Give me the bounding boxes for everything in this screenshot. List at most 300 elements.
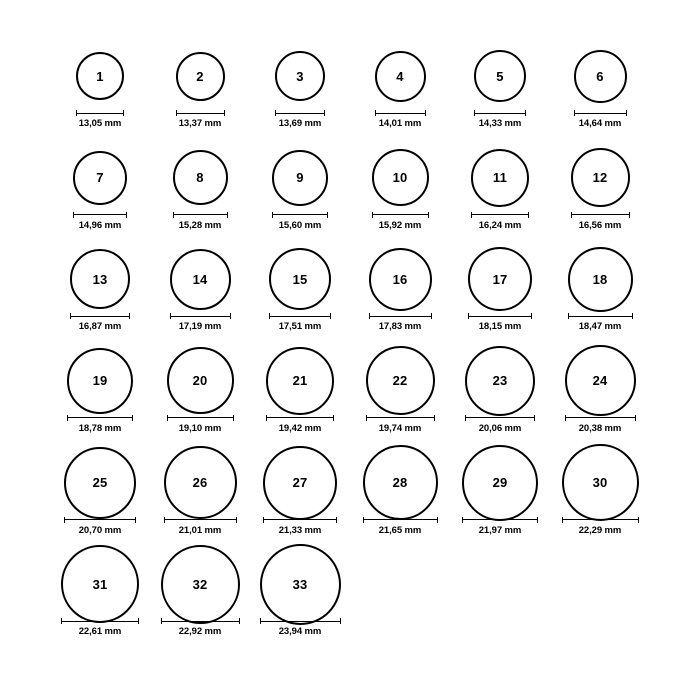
dimension-tick-left — [266, 415, 267, 421]
ring-circle — [372, 149, 429, 206]
dimension-bar — [571, 212, 630, 218]
dimension-bar — [574, 110, 627, 116]
dimension-tick-right — [327, 212, 328, 218]
dimension-label: 14,01 mm — [378, 118, 422, 129]
ring-size-cell — [450, 248, 550, 348]
ring-circle — [176, 52, 225, 101]
ring-circle — [64, 447, 136, 519]
ring-circle-wrap — [73, 147, 127, 209]
dimension-label: 14,33 mm — [478, 118, 522, 129]
dimension-bar — [462, 517, 538, 523]
dimension-label: 23,94 mm — [278, 626, 322, 638]
ring-circle-wrap — [375, 45, 426, 107]
dimension-label: 18,78 mm — [78, 422, 122, 434]
dimension-bar — [70, 313, 130, 319]
dimension-tick-right — [638, 517, 639, 523]
dimension-tick-left — [568, 313, 569, 319]
dimension-line — [176, 113, 225, 114]
dimension-annotation — [167, 415, 234, 434]
dimension-annotation — [471, 212, 529, 231]
ring-circle-wrap — [574, 45, 627, 107]
dimension-bar — [465, 415, 535, 421]
ring-size-cell — [50, 248, 150, 348]
dimension-line — [468, 316, 532, 317]
ring-circle-wrap — [571, 147, 630, 209]
dimension-annotation — [263, 517, 337, 536]
dimension-line — [67, 417, 133, 418]
ring-circle-wrap — [64, 452, 136, 514]
ring-size-cell — [250, 553, 350, 653]
ring-circle-wrap — [61, 553, 139, 615]
ring-circle — [269, 248, 331, 310]
ring-size-number: 18 — [592, 271, 608, 287]
dimension-bar — [76, 110, 124, 116]
ring-size-number: 33 — [292, 576, 308, 592]
dimension-label: 20,38 mm — [578, 422, 622, 434]
dimension-tick-left — [76, 110, 77, 116]
ring-size-number: 6 — [596, 68, 604, 84]
dimension-tick-left — [260, 618, 261, 624]
dimension-tick-right — [340, 618, 341, 624]
ring-circle — [161, 545, 240, 624]
dimension-label: 21,33 mm — [278, 524, 322, 536]
dimension-label: 18,15 mm — [478, 321, 522, 333]
ring-size-cell — [50, 45, 150, 145]
dimension-line — [471, 214, 529, 215]
dimension-bar — [565, 415, 636, 421]
dimension-bar — [372, 212, 429, 218]
ring-circle — [369, 248, 432, 311]
dimension-tick-right — [425, 110, 426, 116]
dimension-tick-right — [629, 212, 630, 218]
ring-circle-wrap — [275, 45, 325, 107]
ring-circle — [67, 348, 133, 414]
dimension-tick-left — [462, 517, 463, 523]
dimension-label: 17,83 mm — [378, 321, 422, 333]
ring-circle — [61, 545, 139, 623]
ring-size-cell — [150, 553, 250, 653]
dimension-bar — [266, 415, 334, 421]
ring-size-number: 7 — [96, 170, 104, 186]
dimension-tick-right — [434, 415, 435, 421]
ring-size-cell — [550, 45, 650, 145]
dimension-annotation — [164, 517, 237, 536]
ring-size-cell — [50, 147, 150, 247]
dimension-bar — [468, 313, 532, 319]
ring-circle — [565, 345, 636, 416]
dimension-line — [173, 214, 228, 215]
dimension-label: 19,74 mm — [378, 422, 422, 434]
dimension-bar — [64, 517, 136, 523]
dimension-tick-left — [176, 110, 177, 116]
ring-size-number: 24 — [592, 373, 608, 389]
dimension-annotation — [76, 110, 124, 129]
ring-size-number: 12 — [592, 170, 608, 186]
dimension-tick-left — [61, 618, 62, 624]
dimension-label: 18,47 mm — [578, 321, 622, 333]
dimension-tick-left — [275, 110, 276, 116]
dimension-tick-left — [272, 212, 273, 218]
ring-circle — [70, 249, 130, 309]
dimension-tick-left — [565, 415, 566, 421]
ring-size-number: 22 — [392, 373, 408, 389]
ring-circle-wrap — [263, 452, 337, 514]
dimension-bar — [366, 415, 435, 421]
ring-size-grid — [50, 45, 650, 655]
ring-size-cell — [250, 45, 350, 145]
ring-circle-wrap — [272, 147, 328, 209]
ring-size-number: 31 — [92, 576, 108, 592]
dimension-tick-left — [574, 110, 575, 116]
dimension-label: 14,96 mm — [78, 219, 122, 231]
dimension-label: 16,87 mm — [78, 321, 122, 333]
ring-size-number: 32 — [192, 576, 208, 592]
dimension-tick-right — [230, 313, 231, 319]
dimension-line — [568, 316, 633, 317]
ring-size-number: 21 — [292, 373, 308, 389]
dimension-annotation — [269, 313, 331, 332]
ring-circle-wrap — [565, 350, 636, 412]
dimension-annotation — [369, 313, 432, 332]
ring-size-cell — [150, 452, 250, 552]
ring-size-cell — [150, 350, 250, 450]
ring-size-cell — [550, 147, 650, 247]
ring-circle-wrap — [266, 350, 334, 412]
dimension-tick-right — [236, 517, 237, 523]
dimension-line — [73, 214, 127, 215]
dimension-line — [366, 417, 435, 418]
dimension-label: 21,97 mm — [478, 524, 522, 536]
ring-circle-wrap — [167, 350, 234, 412]
ring-circle — [571, 148, 630, 207]
ring-size-cell — [250, 452, 350, 552]
dimension-bar — [67, 415, 133, 421]
ring-size-number: 4 — [396, 68, 404, 84]
dimension-label: 16,56 mm — [578, 219, 622, 231]
dimension-line — [369, 316, 432, 317]
dimension-tick-right — [531, 313, 532, 319]
dimension-label: 22,92 mm — [178, 626, 222, 638]
dimension-annotation — [272, 212, 328, 231]
dimension-annotation — [61, 618, 139, 637]
dimension-line — [565, 417, 636, 418]
dimension-bar — [272, 212, 328, 218]
dimension-line — [269, 316, 331, 317]
dimension-tick-right — [428, 212, 429, 218]
ring-circle — [167, 347, 234, 414]
ring-circle-wrap — [76, 45, 124, 107]
ring-size-cell — [150, 248, 250, 348]
ring-size-cell — [250, 350, 350, 450]
dimension-tick-left — [468, 313, 469, 319]
dimension-annotation — [474, 110, 526, 129]
dimension-annotation — [363, 517, 438, 536]
ring-circle — [263, 446, 337, 520]
dimension-bar — [568, 313, 633, 319]
ring-circle — [76, 52, 124, 100]
dimension-line — [272, 214, 328, 215]
dimension-tick-right — [132, 415, 133, 421]
ring-size-cell — [450, 350, 550, 450]
dimension-tick-right — [437, 517, 438, 523]
dimension-tick-left — [366, 415, 367, 421]
ring-circle-wrap — [161, 553, 240, 615]
dimension-annotation — [275, 110, 325, 129]
ring-size-number: 1 — [96, 68, 104, 84]
ring-circle — [474, 50, 526, 102]
dimension-annotation — [468, 313, 532, 332]
dimension-tick-right — [224, 110, 225, 116]
dimension-bar — [375, 110, 426, 116]
dimension-line — [574, 113, 627, 114]
ring-circle — [275, 51, 325, 101]
ring-circle-wrap — [269, 248, 331, 310]
ring-size-cell — [350, 248, 450, 348]
ring-size-number: 16 — [392, 271, 408, 287]
dimension-tick-left — [64, 517, 65, 523]
ring-size-cell — [150, 147, 250, 247]
dimension-tick-right — [431, 313, 432, 319]
dimension-line — [167, 417, 234, 418]
ring-size-number: 28 — [392, 475, 408, 491]
dimension-label: 17,19 mm — [178, 321, 222, 333]
dimension-tick-left — [173, 212, 174, 218]
dimension-tick-left — [269, 313, 270, 319]
dimension-annotation — [366, 415, 435, 434]
ring-circle-wrap — [170, 248, 231, 310]
dimension-line — [64, 519, 136, 520]
dimension-tick-right — [333, 415, 334, 421]
dimension-label: 16,24 mm — [478, 219, 522, 231]
ring-circle-wrap — [67, 350, 133, 412]
dimension-label: 21,65 mm — [378, 524, 422, 536]
ring-circle-wrap — [70, 248, 130, 310]
ring-circle — [468, 247, 532, 311]
ring-circle-wrap — [562, 452, 639, 514]
dimension-line — [76, 113, 124, 114]
dimension-annotation — [173, 212, 228, 231]
dimension-tick-right — [537, 517, 538, 523]
dimension-label: 21,01 mm — [178, 524, 222, 536]
dimension-bar — [167, 415, 234, 421]
dimension-annotation — [67, 415, 133, 434]
dimension-annotation — [266, 415, 334, 434]
dimension-line — [260, 621, 341, 622]
dimension-annotation — [170, 313, 231, 332]
dimension-label: 20,06 mm — [478, 422, 522, 434]
ring-size-cell — [350, 147, 450, 247]
ring-size-cell — [150, 45, 250, 145]
dimension-line — [275, 113, 325, 114]
dimension-line — [474, 113, 526, 114]
dimension-tick-right — [635, 415, 636, 421]
dimension-bar — [173, 212, 228, 218]
dimension-line — [161, 621, 240, 622]
dimension-tick-right — [126, 212, 127, 218]
dimension-bar — [61, 618, 139, 624]
dimension-bar — [474, 110, 526, 116]
ring-circle — [462, 445, 538, 521]
dimension-bar — [369, 313, 432, 319]
dimension-line — [571, 214, 630, 215]
dimension-label: 13,05 mm — [78, 118, 122, 129]
dimension-tick-left — [369, 313, 370, 319]
dimension-tick-left — [363, 517, 364, 523]
ring-circle-wrap — [468, 248, 532, 310]
ring-size-cell — [550, 452, 650, 552]
dimension-tick-left — [70, 313, 71, 319]
dimension-annotation — [465, 415, 535, 434]
dimension-tick-right — [525, 110, 526, 116]
ring-size-cell — [50, 452, 150, 552]
dimension-tick-right — [135, 517, 136, 523]
dimension-label: 19,10 mm — [178, 422, 222, 434]
ring-size-number: 25 — [92, 475, 108, 491]
dimension-bar — [164, 517, 237, 523]
dimension-line — [465, 417, 535, 418]
ring-circle — [471, 149, 529, 207]
ring-size-cell — [350, 350, 450, 450]
ring-circle — [164, 446, 237, 519]
dimension-line — [375, 113, 426, 114]
ring-size-number: 11 — [492, 170, 508, 186]
dimension-annotation — [73, 212, 127, 231]
ring-circle — [260, 544, 341, 625]
dimension-tick-left — [164, 517, 165, 523]
ring-circle — [363, 445, 438, 520]
ring-circle — [574, 50, 627, 103]
dimension-tick-left — [167, 415, 168, 421]
dimension-tick-left — [571, 212, 572, 218]
dimension-tick-right — [129, 313, 130, 319]
dimension-tick-right — [138, 618, 139, 624]
dimension-label: 19,42 mm — [278, 422, 322, 434]
dimension-tick-left — [375, 110, 376, 116]
dimension-tick-right — [528, 212, 529, 218]
dimension-tick-left — [562, 517, 563, 523]
ring-circle-wrap — [260, 553, 341, 615]
ring-size-number: 2 — [196, 68, 204, 84]
ring-size-cell — [350, 452, 450, 552]
ring-size-number: 5 — [496, 68, 504, 84]
dimension-bar — [363, 517, 438, 523]
dimension-annotation — [565, 415, 636, 434]
ring-circle — [465, 346, 535, 416]
dimension-label: 22,61 mm — [78, 626, 122, 638]
dimension-line — [70, 316, 130, 317]
ring-circle-wrap — [474, 45, 526, 107]
ring-circle — [170, 249, 231, 310]
ring-size-cell — [250, 248, 350, 348]
ring-size-cell — [450, 147, 550, 247]
dimension-bar — [263, 517, 337, 523]
ring-size-number: 10 — [392, 170, 408, 186]
ring-circle — [562, 444, 639, 521]
dimension-tick-left — [474, 110, 475, 116]
dimension-tick-left — [372, 212, 373, 218]
dimension-line — [562, 519, 639, 520]
ring-circle — [266, 347, 334, 415]
dimension-tick-right — [233, 415, 234, 421]
ring-circle — [366, 346, 435, 415]
dimension-bar — [275, 110, 325, 116]
dimension-tick-right — [626, 110, 627, 116]
dimension-annotation — [568, 313, 633, 332]
ring-circle-wrap — [173, 147, 228, 209]
dimension-label: 15,60 mm — [278, 219, 322, 231]
ring-circle-wrap — [164, 452, 237, 514]
dimension-tick-left — [67, 415, 68, 421]
dimension-label: 22,29 mm — [578, 524, 622, 536]
ring-circle-wrap — [372, 147, 429, 209]
dimension-tick-right — [336, 517, 337, 523]
dimension-annotation — [462, 517, 538, 536]
dimension-annotation — [161, 618, 240, 637]
ring-size-cell — [550, 350, 650, 450]
dimension-annotation — [372, 212, 429, 231]
dimension-line — [462, 519, 538, 520]
dimension-label: 15,28 mm — [178, 219, 222, 231]
dimension-tick-right — [632, 313, 633, 319]
ring-size-cell — [450, 452, 550, 552]
dimension-label: 17,51 mm — [278, 321, 322, 333]
ring-size-number: 9 — [296, 170, 304, 186]
dimension-tick-left — [465, 415, 466, 421]
ring-circle — [272, 150, 328, 206]
dimension-line — [170, 316, 231, 317]
dimension-bar — [260, 618, 341, 624]
dimension-tick-left — [161, 618, 162, 624]
dimension-annotation — [176, 110, 225, 129]
dimension-annotation — [260, 618, 341, 637]
ring-size-number: 3 — [296, 68, 304, 84]
dimension-line — [372, 214, 429, 215]
dimension-bar — [161, 618, 240, 624]
ring-circle — [73, 151, 127, 205]
dimension-tick-right — [227, 212, 228, 218]
dimension-label: 15,92 mm — [378, 219, 422, 231]
dimension-line — [61, 621, 139, 622]
dimension-label: 20,70 mm — [78, 524, 122, 536]
ring-size-number: 20 — [192, 373, 208, 389]
ring-circle-wrap — [568, 248, 633, 310]
ring-size-number: 13 — [92, 271, 108, 287]
dimension-tick-right — [534, 415, 535, 421]
dimension-label: 14,64 mm — [578, 118, 622, 129]
dimension-line — [363, 519, 438, 520]
dimension-line — [164, 519, 237, 520]
ring-size-cell — [50, 350, 150, 450]
ring-size-number: 19 — [92, 373, 108, 389]
dimension-bar — [170, 313, 231, 319]
ring-size-number: 30 — [592, 475, 608, 491]
ring-size-number: 27 — [292, 475, 308, 491]
dimension-annotation — [375, 110, 426, 129]
dimension-annotation — [562, 517, 639, 536]
ring-size-cell — [50, 553, 150, 653]
ring-circle-wrap — [176, 45, 225, 107]
ring-circle-wrap — [462, 452, 538, 514]
dimension-tick-left — [263, 517, 264, 523]
ring-size-cell — [350, 45, 450, 145]
dimension-bar — [176, 110, 225, 116]
dimension-annotation — [574, 110, 627, 129]
dimension-annotation — [70, 313, 130, 332]
ring-circle-wrap — [369, 248, 432, 310]
dimension-tick-right — [123, 110, 124, 116]
ring-size-cell — [250, 147, 350, 247]
ring-size-number: 14 — [192, 271, 208, 287]
